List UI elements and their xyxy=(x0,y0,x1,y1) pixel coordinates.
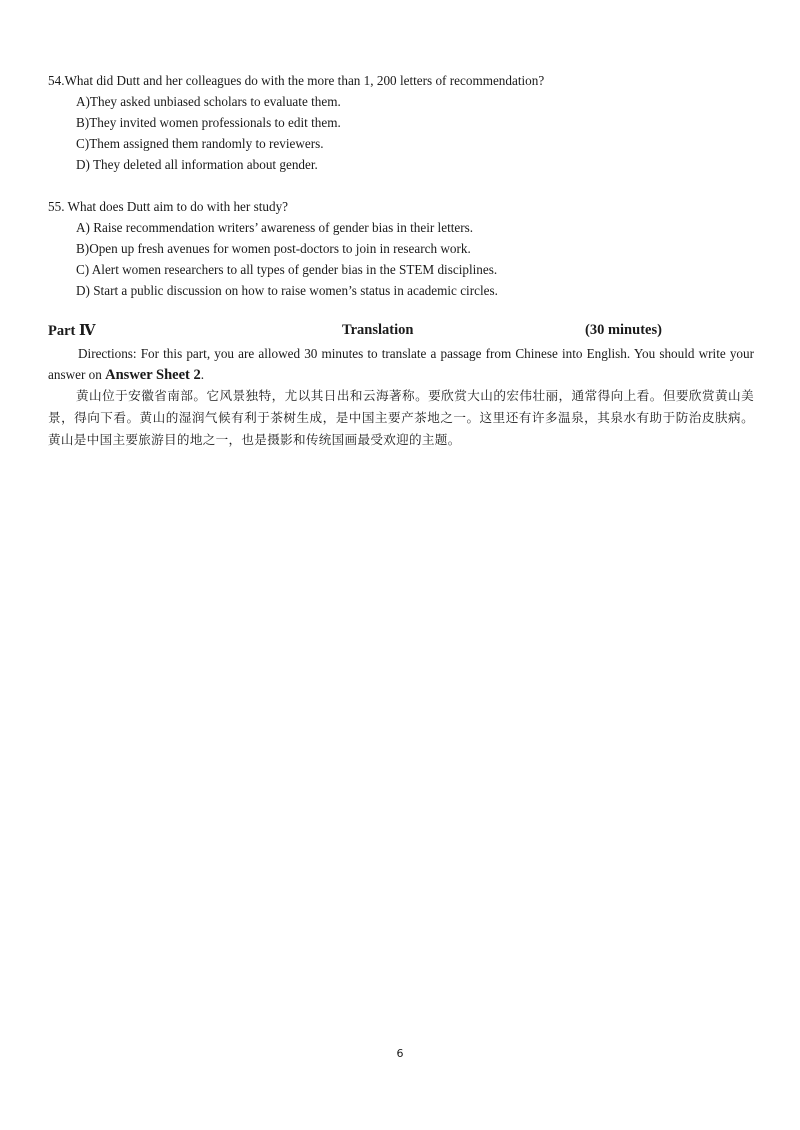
option-b: B)Open up fresh avenues for women post-doctors to join in research work. xyxy=(76,241,471,256)
directions-paragraph xyxy=(48,343,754,386)
part-time-limit: (30 minutes) xyxy=(585,322,662,338)
directions-end: . xyxy=(200,367,205,382)
translation-passage: 黄山位于安徽省南部。它风景独特，尤以其日出和云海著称。要欣赏大山的宏伟壮丽，通常得向上看。但要欣赏黄山美景，得向下看。黄山的湿润气候有利于茶树生成，是中国主要产茶地之一。这里还有许多温泉，其泉水有助于防治皮肤病。黄山是中国主要旅游目的地之一，也是摄影和传统国画最受欢迎的主题。 xyxy=(48,388,754,447)
option-c: C) Alert women researchers to all types of gender bias in the STEM disciplines. xyxy=(76,262,498,277)
answer-sheet-ref: Answer Sheet 2 xyxy=(105,367,201,383)
directions-text: Directions: For this part, you are allowed 30 minutes to translate a passage from Chinese into English. You should write your answer on xyxy=(48,346,754,382)
question-54 xyxy=(48,70,758,175)
question-stem: 55. What does Dutt aim to do with her study? xyxy=(48,199,289,214)
part-title: Translation xyxy=(342,322,414,338)
question-stem: 54.What did Dutt and her colleagues do with the more than 1, 200 letters of recommendation? xyxy=(48,73,545,88)
option-c: C)Them assigned them randomly to reviewers. xyxy=(76,136,324,151)
section-header xyxy=(48,322,758,344)
part-label: Part Ⅳ xyxy=(48,323,96,339)
question-55 xyxy=(48,196,758,301)
option-d: D) They deleted all information about gender. xyxy=(76,157,318,172)
option-a: A)They asked unbiased scholars to evaluate them. xyxy=(76,94,341,109)
option-a: A) Raise recommendation writers’ awareness of gender bias in their letters. xyxy=(76,220,474,235)
option-d: D) Start a public discussion on how to raise women’s status in academic circles. xyxy=(76,283,498,298)
option-b: B)They invited women professionals to edit them. xyxy=(76,115,341,130)
page-number: 6 xyxy=(396,1047,404,1060)
